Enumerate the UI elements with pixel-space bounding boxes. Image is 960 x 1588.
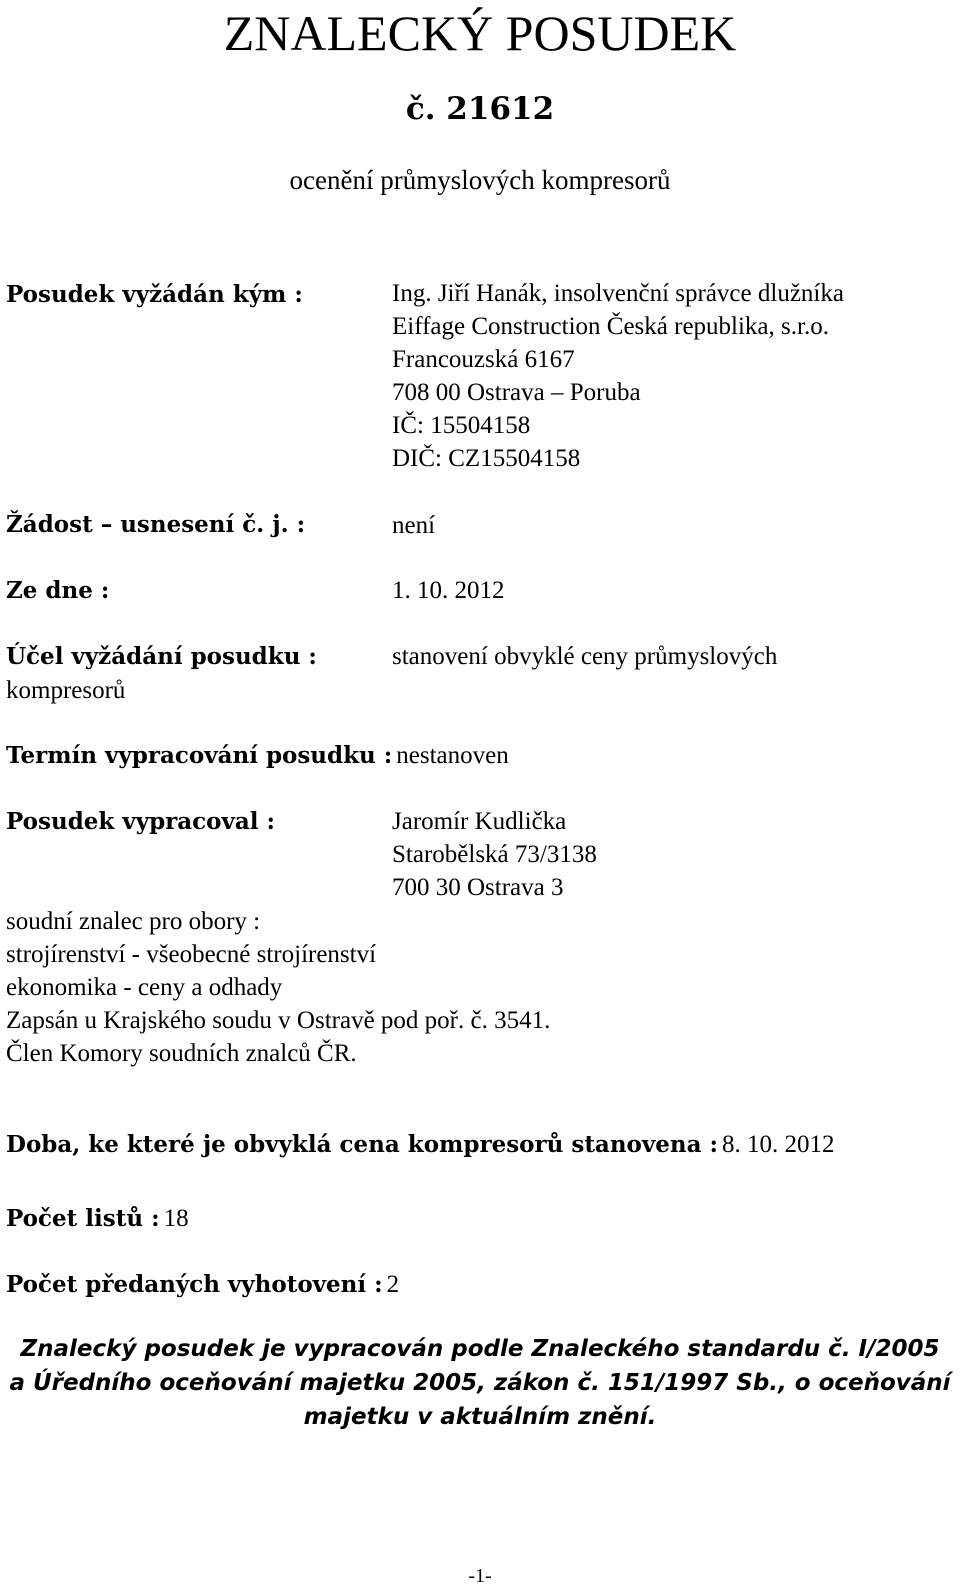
requested-by-line: Ing. Jiří Hanák, insolvenční správce dlužníka (392, 280, 844, 307)
author-name: Jaromír Kudlička (392, 808, 567, 835)
valuation-date-row (6, 1132, 835, 1157)
author-detail: soudní znalec pro obory : (6, 908, 261, 935)
document-subject: ocenění průmyslových kompresorů (289, 165, 671, 195)
request-resolution-value: není (392, 512, 436, 539)
sheets-row (6, 1206, 189, 1231)
deadline-label: Termín vypracování posudku : (6, 742, 393, 769)
date-label: Ze dne : (6, 577, 110, 604)
valuation-date-value: 8. 10. 2012 (722, 1131, 835, 1158)
page-number: -1- (468, 1565, 492, 1587)
copies-row (6, 1272, 399, 1297)
purpose-label: Účel vyžádání posudku : (6, 643, 317, 670)
standard-note-line: a Úředního oceňování majetku 2005, zákon č. 151/1997 Sb., o oceňování (9, 1370, 951, 1396)
document-number: č. 21612 (405, 91, 555, 127)
author-detail: Zapsán u Krajského soudu v Ostravě pod poř. č. 3541. (6, 1007, 551, 1034)
requested-by-line: Francouzská 6167 (392, 346, 575, 373)
purpose-value: stanovení obvyklé ceny průmyslových (392, 643, 778, 670)
author-street: Starobělská 73/3138 (392, 841, 597, 868)
author-city: 700 30 Ostrava 3 (392, 874, 564, 901)
valuation-date-label: Doba, ke které je obvyklá cena kompresorů stanovena : (6, 1131, 719, 1158)
copies-label: Počet předaných vyhotovení : (6, 1271, 383, 1298)
requested-by-line: IČ: 15504158 (392, 412, 531, 439)
sheets-value: 18 (163, 1205, 189, 1232)
date-value: 1. 10. 2012 (392, 577, 505, 604)
requested-by-line: Eiffage Construction Česká republika, s.r.o. (392, 313, 829, 340)
sheets-label: Počet listů : (6, 1205, 160, 1232)
copies-value: 2 (386, 1271, 400, 1298)
standard-note-line: majetku v aktuálním znění. (303, 1404, 657, 1430)
standard-note-line: Znalecký posudek je vypracován podle Znaleckého standardu č. I/2005 (20, 1336, 940, 1362)
author-detail: ekonomika - ceny a odhady (6, 974, 283, 1001)
purpose-value-continued: kompresorů (6, 677, 126, 704)
author-label: Posudek vypracoval : (6, 808, 276, 835)
request-resolution-label: Žádost – usnesení č. j. : (6, 511, 306, 538)
requested-by-label: Posudek vyžádán kým : (6, 281, 303, 308)
author-detail: strojírenství - všeobecné strojírenství (6, 941, 377, 968)
document-title: ZNALECKÝ POSUDEK (223, 5, 737, 61)
deadline-row (6, 743, 509, 768)
requested-by-line: 708 00 Ostrava – Poruba (392, 379, 641, 406)
deadline-value: nestanoven (396, 742, 509, 769)
requested-by-line: DIČ: CZ15504158 (392, 445, 581, 472)
author-detail: Člen Komory soudních znalců ČR. (6, 1040, 357, 1067)
